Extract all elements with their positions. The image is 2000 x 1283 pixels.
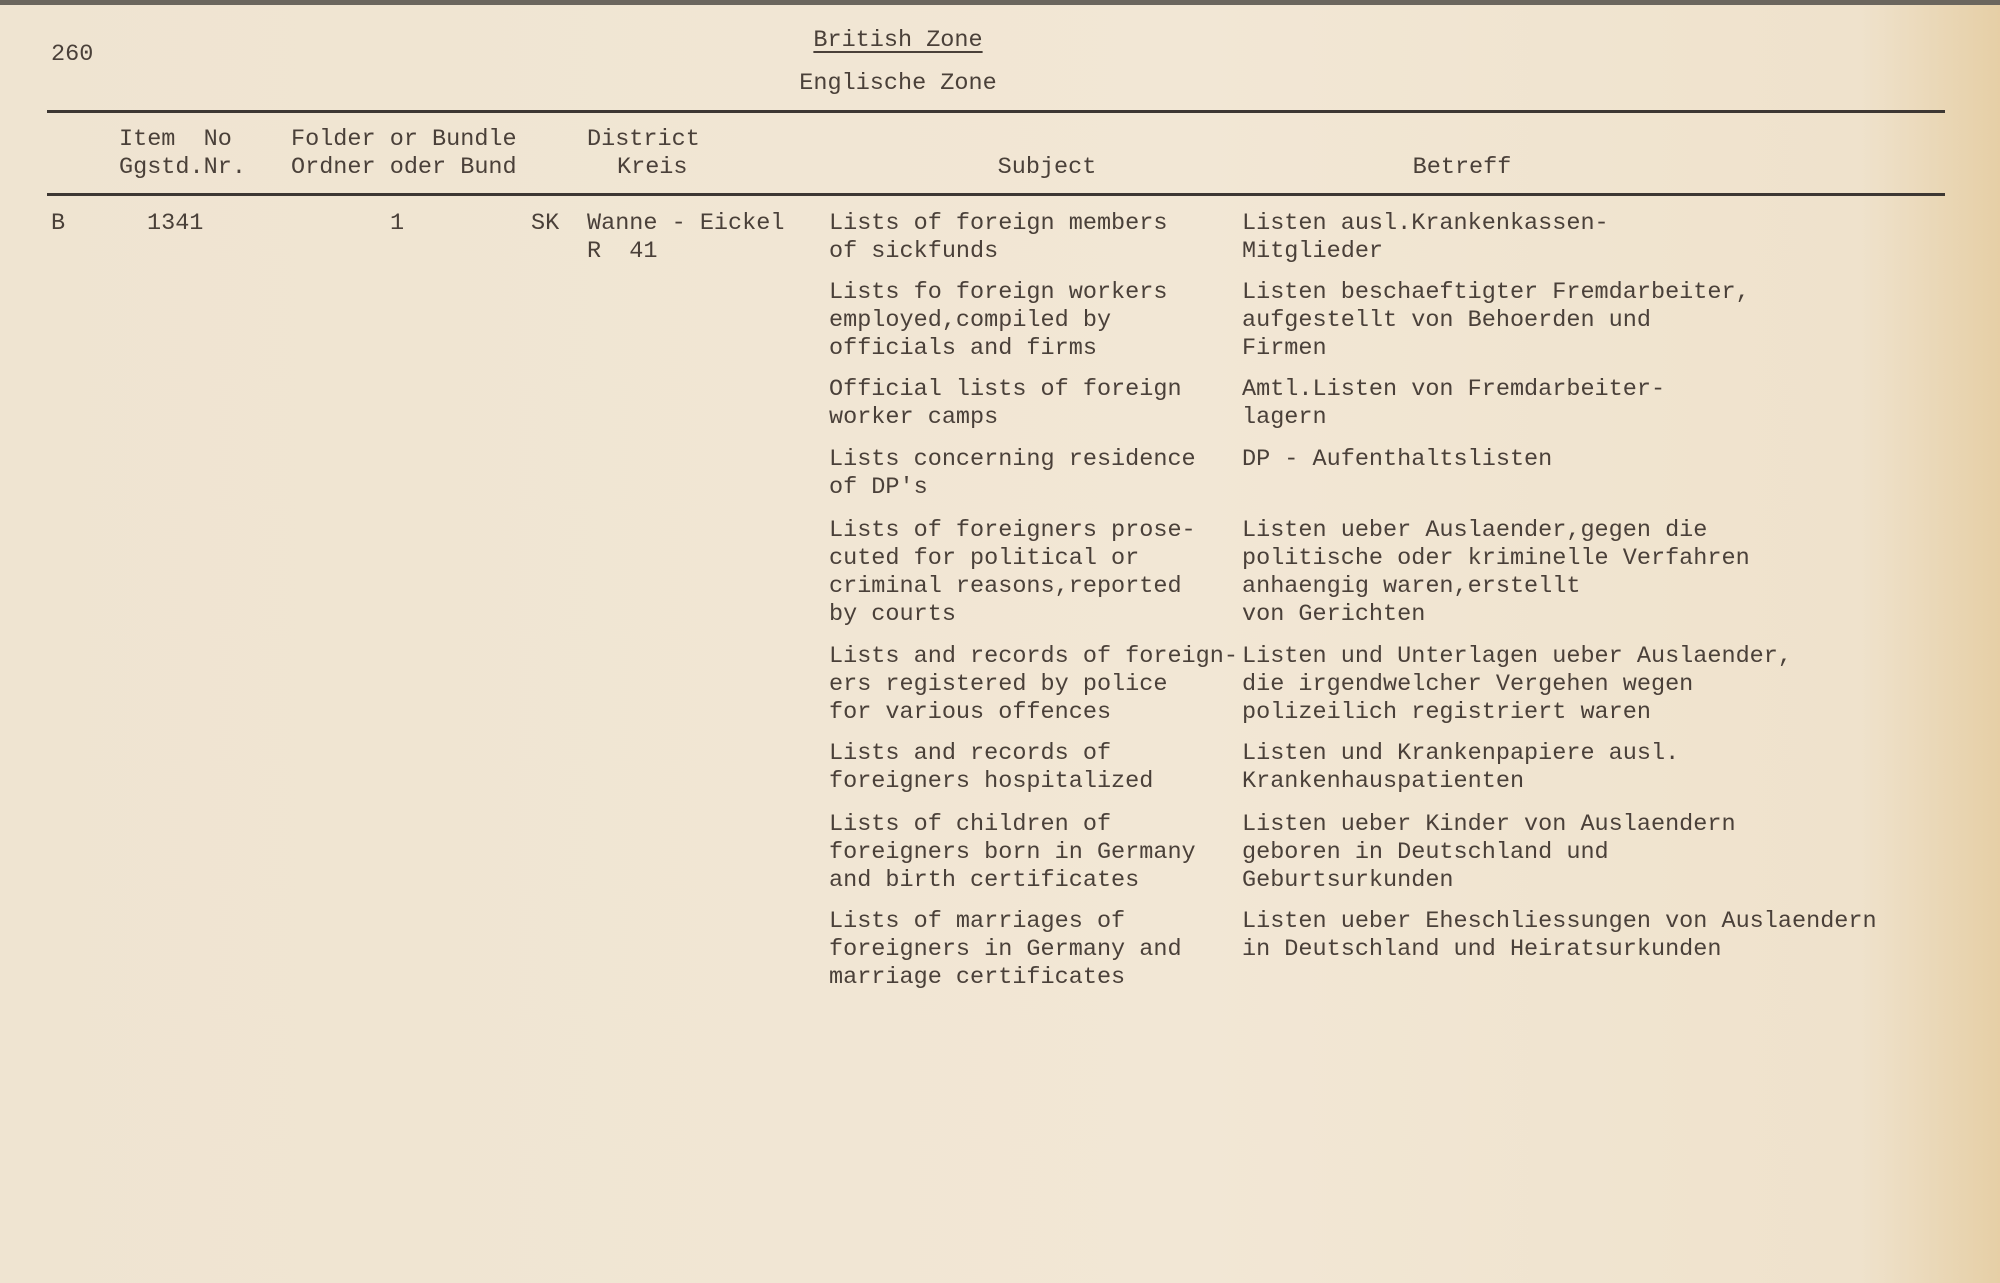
header-subject: Subject (997, 154, 1097, 181)
entry-subject: Lists and records of foreigners hospitalized (829, 740, 1154, 795)
section-letter: B (51, 210, 66, 237)
entry-betreff: Listen ueber Eheschliessungen von Auslaendern in Deutschland und Heiratsurkunden (1242, 908, 1877, 963)
entry-subject: Lists of foreign members of sickfunds (829, 210, 1168, 265)
entry-subject: Official lists of foreign worker camps (829, 376, 1182, 431)
district-name: Wanne - Eickel (587, 210, 785, 237)
district-code: R 41 (587, 238, 658, 265)
entry-betreff: Listen und Krankenpapiere ausl. Krankenhauspatienten (1242, 740, 1680, 795)
entry-subject: Lists of children of foreigners born in Germany and birth certificates (829, 811, 1196, 894)
folder-number: 1 (390, 210, 405, 237)
scan-edge (0, 0, 2000, 5)
entry-subject: Lists fo foreign workers employed,compiled by officials and firms (829, 279, 1168, 362)
entry-subject: Lists of foreigners prose- cuted for political or criminal reasons,reported by courts (829, 517, 1196, 628)
entry-subject: Lists concerning residence of DP's (829, 446, 1196, 501)
header-folder-en: Folder or Bundle (291, 126, 517, 153)
entry-betreff: Listen ueber Auslaender,gegen die politische oder kriminelle Verfahren anhaengig waren,erstellt von Gerichten (1242, 517, 1750, 628)
page-number: 260 (51, 41, 94, 68)
entry-subject: Lists of marriages of foreigners in Germany and marriage certificates (829, 908, 1182, 991)
header-folder-de: Ordner oder Bund (291, 154, 517, 181)
entry-betreff: Listen und Unterlagen ueber Auslaender, die irgendwelcher Vergehen wegen polizeilich registriert waren (1242, 643, 1792, 726)
header-top-rule (47, 110, 1945, 113)
entry-subject: Lists and records of foreign- ers registered by police for various offences (829, 643, 1238, 726)
header-district-en: District (587, 126, 700, 153)
header-district-de: Kreis (617, 154, 688, 181)
header-item-en: Item No (119, 126, 232, 153)
entry-betreff: DP - Aufenthaltslisten (1242, 446, 1553, 473)
page-title: British Zone (813, 27, 983, 54)
entry-betreff: Listen ueber Kinder von Auslaendern geboren in Deutschland und Geburtsurkunden (1242, 811, 1736, 894)
page-subtitle: Englische Zone (799, 70, 997, 97)
entry-betreff: Listen beschaeftigter Fremdarbeiter, aufgestellt von Behoerden und Firmen (1242, 279, 1750, 362)
header-betreff: Betreff (1412, 154, 1512, 181)
item-number: 1341 (147, 210, 204, 237)
entry-betreff: Amtl.Listen von Fremdarbeiter- lagern (1242, 376, 1666, 431)
entry-betreff: Listen ausl.Krankenkassen- Mitglieder (1242, 210, 1609, 265)
header-item-de: Ggstd.Nr. (119, 154, 246, 181)
header-bottom-rule (47, 193, 1945, 196)
district-prefix: SK (531, 210, 560, 237)
